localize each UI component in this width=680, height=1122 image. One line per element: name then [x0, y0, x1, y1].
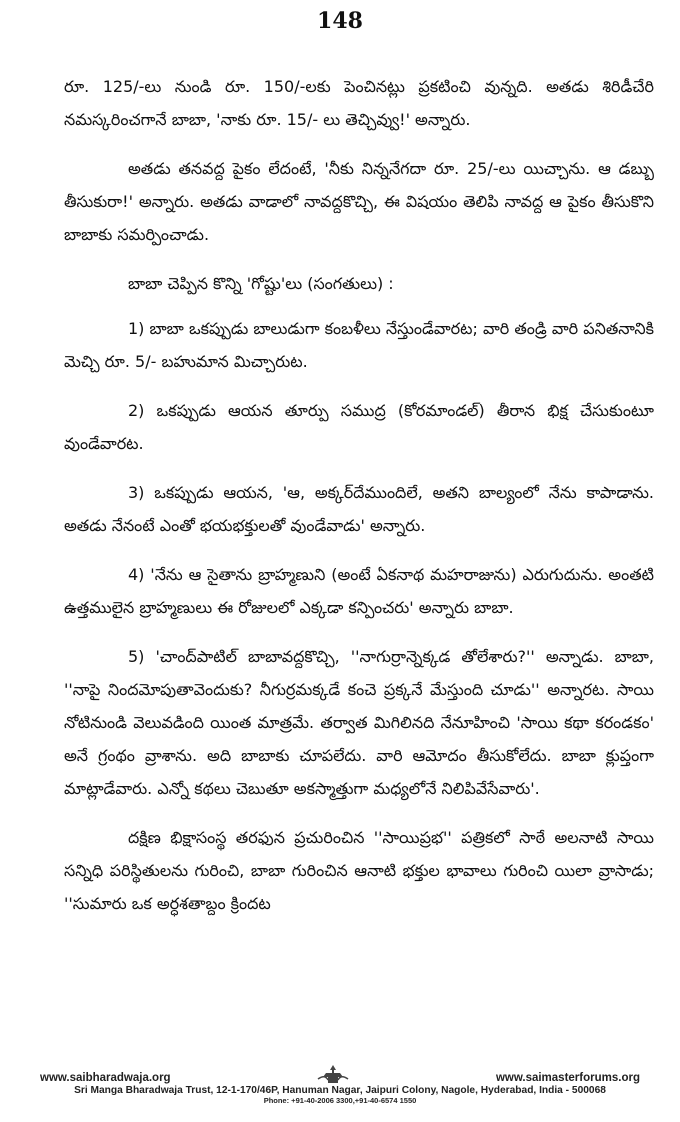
list-item-5: 5) 'చాంద్‌పాటిల్ బాబావద్దకొచ్చి, ''నాగుర్రాన్నెక్కడ తోలేశారు?'' అన్నాడు. బాబా, ''నాపై నిందమోపుతావెందుకు? నీగుర్రమక్కడే కంచె ప్రక్కనే మేస్తుంది చూడు'' అన్నారట. సాయి నోటినుండి వెలువడింది యింత మాత్రమే. తర్వాత మిగిలినది నేనూహించి 'సాయి కథా కరండకం' అనే గ్రంథం వ్రాశాను. అది బాబాకు చూపలేదు. వారి ఆమోదం తీసుకోలేదు. బాబా క్లుప్తంగా మాట్లాడేవారు. ఎన్నో కథలు చెబుతూ అకస్మాత్తుగా మధ్యలోనే నిలిపివేసేవారు'.: [64, 647, 654, 798]
trust-address: Sri Manga Bharadwaja Trust, 12-1-170/46P, Hanuman Nagar, Jaipuri Colony, Nagole, Hyderabad, India - 500068: [74, 1085, 606, 1096]
website-left-link[interactable]: www.saibharadwaja.org: [40, 1072, 171, 1084]
list-item-2: 2) ఒకప్పుడు ఆయన తూర్పు సముద్ర (కోరమాండల్) తీరాన భిక్ష చేసుకుంటూ వుండేవారట.: [64, 401, 654, 453]
paragraph-closing: దక్షిణ భిక్షాసంస్థ తరఫున ప్రచురించిన ''సాయిప్రభ'' పత్రికలో సాఠే అలనాటి సాయి సన్నిధి పరిస్థితులను గురించి, బాబా గురించిన ఆనాటి భక్తుల భావాలు గురించి యిలా వ్రాసాడు; ''సుమారు ఒక అర్ధశతాబ్దం క్రిందట: [64, 828, 654, 913]
paragraph-1: రూ. 125/-లు నుండి రూ. 150/-లకు పెంచినట్లు ప్రకటించి వున్నది. అతడు శిరిడీచేరి నమస్కరించగానే బాబా, 'నాకు రూ. 15/- లు తెచ్చివ్వు!' అన్నారు.: [64, 77, 654, 129]
list-item-3: 3) ఒకప్పుడు ఆయన, 'ఆ, అక్కర్‌దేముందిలే, అతని బాల్యంలో నేను కాపాడాను. అతడు నేనంటే ఎంతో భయభక్తులతో వుండేవాడు' అన్నారు.: [64, 483, 654, 535]
page-number: 148: [317, 8, 363, 34]
paragraph-2: అతడు తనవద్ద పైకం లేదంటే, 'నీకు నిన్ననేగదా రూ. 25/-లు యిచ్చాను. ఆ డబ్బు తీసుకురా!' అన్నారు. అతడు వాడాలో నావద్దకొచ్చి, ఈ విషయం తెలిపి నావద్ద ఆ పైకం తీసుకొని బాబాకు సమర్పించాడు.: [64, 159, 654, 244]
list-item-4: 4) 'నేను ఆ సైతాను బ్రాహ్మణుని (అంటే ఏకనాథ మహరాజును) ఎరుగుదును. అంతటి ఉత్తములైన బ్రాహ్మణులు ఈ రోజులలో ఎక్కడా కన్పించరు' అన్నారు బాబా.: [64, 565, 654, 617]
trust-phone: Phone: +91-40-2006 3300,+91-40-6574 1550: [263, 1096, 417, 1105]
list-item-1: 1) బాబా ఒకప్పుడు బాలుడుగా కంబళీలు నేస్తుండేవారట; వారి తండ్రి వారి పనితనానికి మెచ్చి రూ. 5/- బహుమాన మిచ్చారుట.: [64, 319, 654, 371]
page-footer: [40, 1064, 640, 1105]
section-heading: బాబా చెప్పిన కొన్ని 'గోష్టు'లు (సంగతులు) :: [128, 274, 394, 293]
website-right-link[interactable]: www.saimasterforums.org: [495, 1072, 640, 1084]
temple-emblem-icon: [316, 1064, 350, 1084]
body-text: [64, 70, 654, 936]
